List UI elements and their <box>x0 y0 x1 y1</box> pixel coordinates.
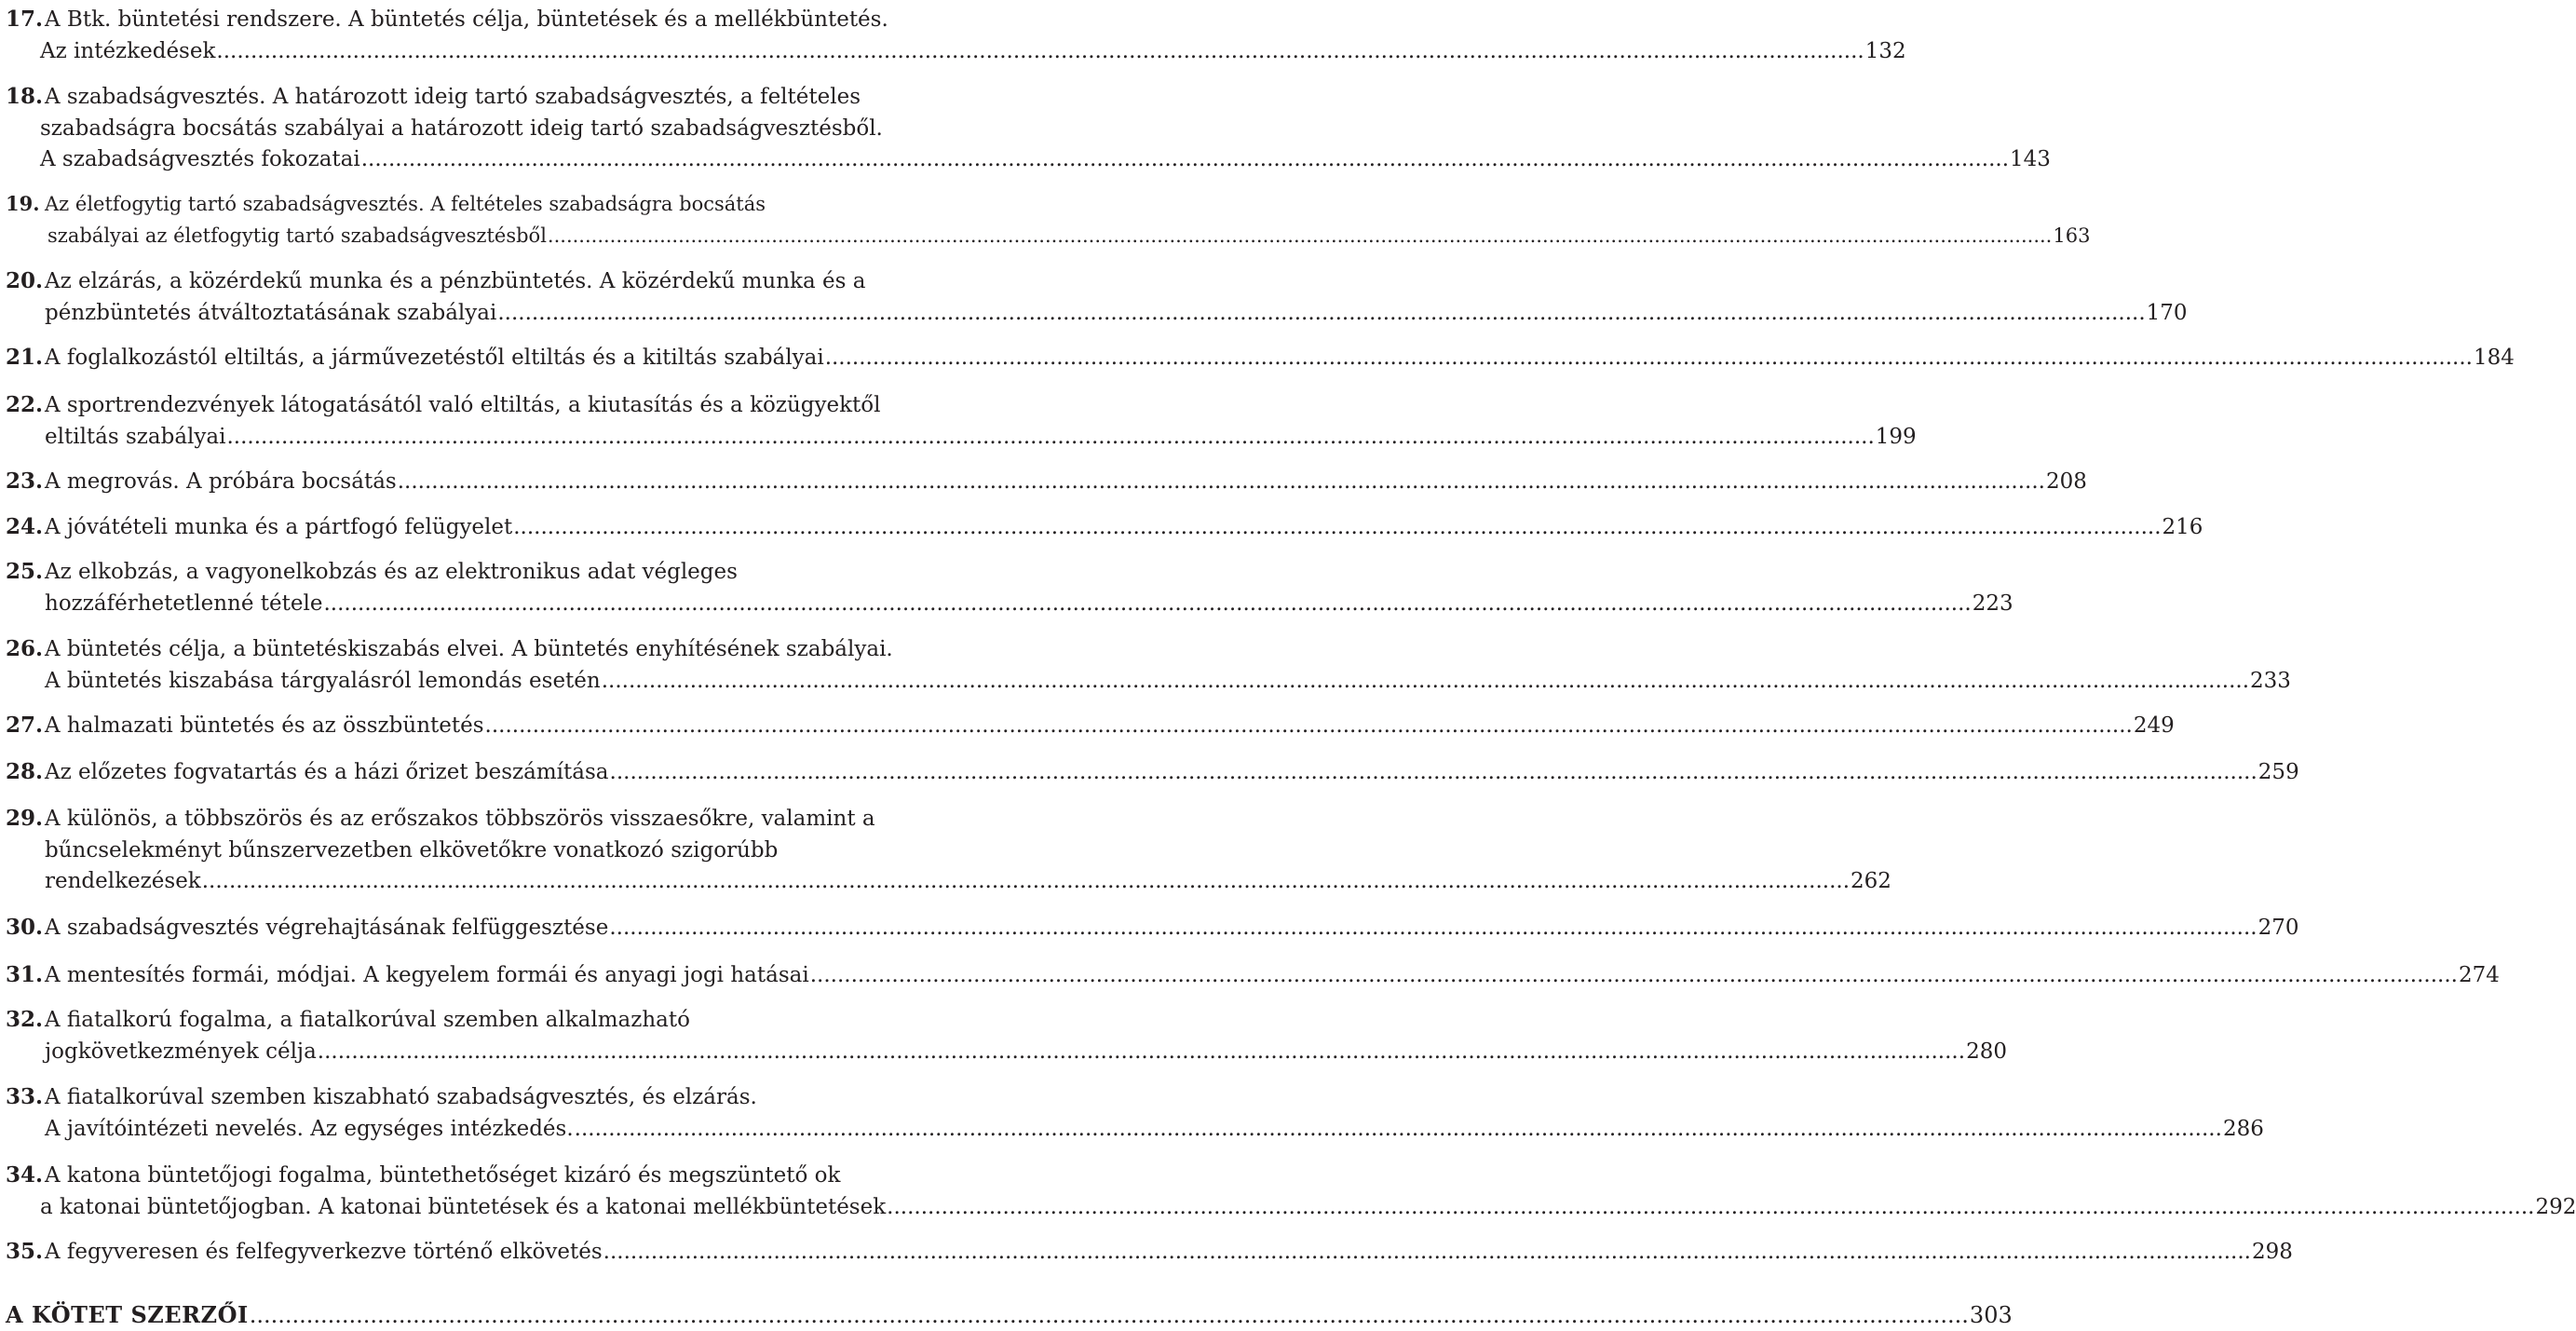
dot-leader <box>226 421 1874 453</box>
dot-leader <box>887 1191 2534 1223</box>
dot-leader <box>513 511 2161 543</box>
entry-number: 28. <box>6 759 44 784</box>
dot-leader <box>603 1236 2251 1268</box>
page-number: 223 <box>1972 591 2013 616</box>
dot-leader <box>497 297 2145 329</box>
entry-number: 31. <box>6 962 44 987</box>
entry-title-line: bűncselekményt bűnszervezetben elkövetőkre vonatkozó szigorúbb <box>45 837 779 862</box>
entry-title-line: A Btk. büntetési rendszere. A büntetés célja, büntetések és a mellékbüntetés. <box>45 7 888 32</box>
entry-number: 18. <box>6 84 44 109</box>
entry-title-line: A büntetés célja, a büntetéskiszabás elvei. A büntetés enyhítésének szabályai. <box>45 637 893 661</box>
dot-leader <box>602 665 2249 697</box>
entry-title-line: szabályai az életfogytig tartó szabadságvesztésből <box>47 224 547 247</box>
entry-number: 25. <box>6 559 44 584</box>
page-number: 199 <box>1875 424 1917 449</box>
page-number: 298 <box>2251 1240 2293 1264</box>
entry-number: 22. <box>6 392 44 417</box>
page-number: 280 <box>1966 1039 2007 1064</box>
entry-title-line: Az elkobzás, a vagyonelkobzás és az elektronikus adat végleges <box>45 560 738 584</box>
dot-leader <box>398 466 2045 497</box>
entry-title-line: A sportrendezvények látogatásától való eltiltás, a kiutasítás és a közügyektől <box>45 393 881 417</box>
page-number: 143 <box>2010 147 2051 171</box>
entry-title-line: A szabadságvesztés. A határozott ideig tartó szabadságvesztés, a feltételes <box>45 85 861 109</box>
page-number: 233 <box>2250 668 2291 693</box>
dot-leader <box>250 1299 1969 1331</box>
entry-title-line: szabadságra bocsátás szabályai a határozott ideig tartó szabadságvesztésből. <box>40 115 883 141</box>
entry-title-line: A foglalkozástól eltiltás, a járművezetéstől eltiltás és a kitiltás szabályai <box>45 346 824 370</box>
page-number: 132 <box>1864 38 1906 63</box>
entry-number: 17. <box>6 7 44 32</box>
entry-title-line: Az életfogytig tartó szabadságvesztés. A feltételes szabadságra bocsátás <box>45 193 766 215</box>
dot-leader <box>810 959 2458 991</box>
entry-title-line: rendelkezések <box>45 869 201 893</box>
entry-number: 32. <box>6 1007 44 1032</box>
entry-title-line: pénzbüntetés átváltoztatásának szabályai <box>45 300 497 325</box>
entry-number: 33. <box>6 1084 44 1109</box>
page-number: 259 <box>2257 760 2299 784</box>
entry-number: 26. <box>6 636 44 661</box>
page-number: 208 <box>2045 469 2087 494</box>
dot-leader <box>825 342 2473 373</box>
dot-leader <box>323 588 1971 619</box>
entry-title-line: A megrovás. A próbára bocsátás <box>45 469 397 494</box>
dot-leader <box>318 1036 1965 1067</box>
entry-title-line: A szabadságvesztés fokozatai <box>40 147 360 171</box>
entry-number: 34. <box>6 1162 44 1188</box>
entry-title-line: A büntetés kiszabása tárgyalásról lemondás esetén <box>45 668 601 693</box>
entry-number: 35. <box>6 1239 44 1264</box>
entry-title-line: A katona büntetőjogi fogalma, büntethetőséget kizáró és megszüntető ok <box>45 1163 841 1188</box>
entry-title-line: Az intézkedések <box>40 38 216 63</box>
dot-leader <box>361 143 2009 175</box>
entry-title-line: jogkövetkezmények célja <box>45 1039 317 1064</box>
page-number: 216 <box>2162 515 2203 539</box>
page-number: 163 <box>2053 224 2091 247</box>
page-number: 184 <box>2473 346 2515 370</box>
entry-title-line: A mentesítés formái, módjai. A kegyelem formái és anyagi jogi hatásai <box>45 963 809 987</box>
entry-number: 23. <box>6 469 44 494</box>
page-number: 292 <box>2535 1194 2576 1219</box>
entry-number: 24. <box>6 514 44 539</box>
dot-leader <box>485 710 2133 741</box>
entry-title-line: Az előzetes fogvatartás és a házi őrizet beszámítása <box>45 760 609 784</box>
dot-leader <box>575 1113 2222 1145</box>
entry-title-line: A fiatalkorúval szemben kiszabható szabadságvesztés, és elzárás. <box>45 1085 757 1109</box>
entry-number: 21. <box>6 345 44 370</box>
entry-title-line: A különös, a többszörös és az erőszakos többszörös visszaesőkre, valamint a <box>45 807 875 831</box>
entry-title-line: A szabadságvesztés végrehajtásának felfüggesztése <box>45 916 609 940</box>
entry-title-line: A halmazati büntetés és az összbüntetés <box>45 713 484 738</box>
entry-title-line: hozzáférhetetlenné tétele <box>45 591 323 616</box>
page-number: 262 <box>1851 869 1891 893</box>
entry-number: 19. <box>6 192 40 215</box>
dot-leader <box>610 756 2257 788</box>
entry-number: 20. <box>6 268 44 293</box>
dot-leader <box>216 35 1864 67</box>
dot-leader <box>548 220 2052 251</box>
authors-title: A KÖTET SZERZŐI <box>6 1301 249 1328</box>
page-number: 274 <box>2458 963 2500 987</box>
page-number: 270 <box>2257 916 2299 940</box>
entry-title-line: A fiatalkorú fogalma, a fiatalkorúval szemben alkalmazható <box>45 1008 690 1032</box>
page-number: 249 <box>2133 713 2175 738</box>
page-number: 170 <box>2146 300 2188 325</box>
entry-title-line: A jóvátételi munka és a pártfogó felügyelet <box>45 515 513 539</box>
page-number: 303 <box>1969 1302 2013 1328</box>
entry-number: 27. <box>6 713 44 738</box>
entry-title-line: eltiltás szabályai <box>45 424 226 449</box>
page-number: 286 <box>2222 1116 2264 1141</box>
entry-number: 29. <box>6 806 44 831</box>
entry-title-line: Az elzárás, a közérdekű munka és a pénzbüntetés. A közérdekű munka és a <box>45 269 866 293</box>
dot-leader <box>609 912 2257 944</box>
entry-number: 30. <box>6 915 44 940</box>
entry-title-line: A fegyveresen és felfegyverkezve történő elkövetés <box>45 1240 603 1264</box>
dot-leader <box>202 865 1850 897</box>
entry-title-line: A javítóintézeti nevelés. Az egységes intézkedés. <box>45 1116 574 1141</box>
entry-title-line: a katonai büntetőjogban. A katonai büntetések és a katonai mellékbüntetések <box>40 1194 887 1219</box>
